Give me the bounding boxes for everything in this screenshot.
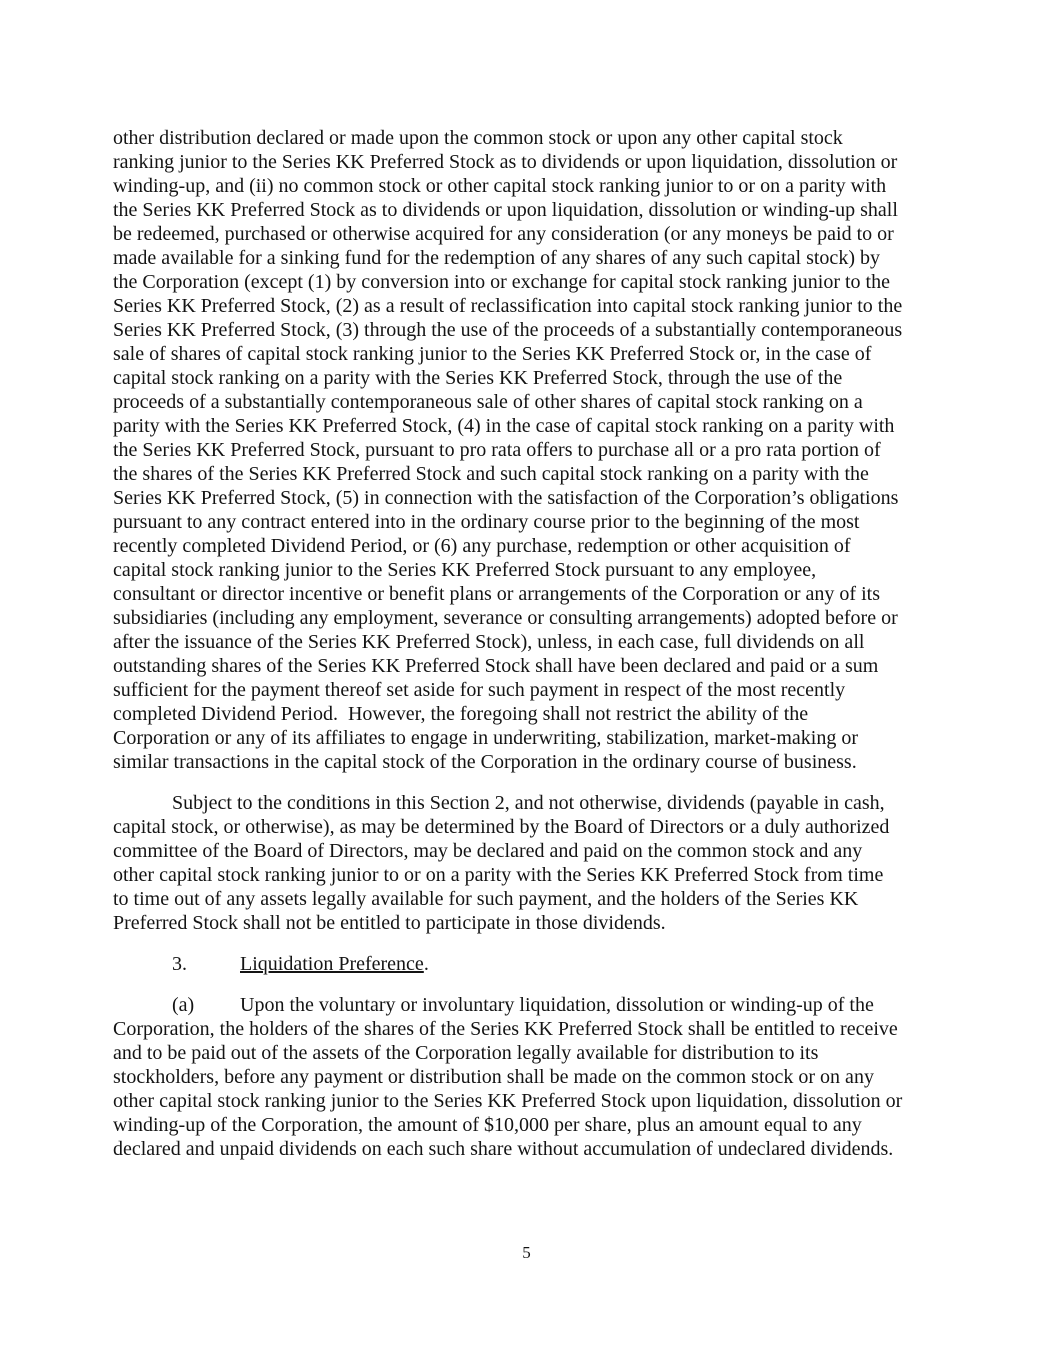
text-line: Series KK Preferred Stock, (2) as a result of reclassification into capital stock ranking junior to the: [113, 295, 903, 317]
page-number: 5: [522, 1243, 531, 1262]
text-line: pursuant to any contract entered into in the ordinary course prior to the beginning of the most: [113, 511, 860, 533]
text-line: committee of the Board of Directors, may be declared and paid on the common stock and any: [113, 840, 863, 862]
text-line: other distribution declared or made upon the common stock or upon any other capital stock: [113, 127, 843, 149]
section-number: 3.: [172, 953, 187, 975]
text-line: winding-up, and (ii) no common stock or other capital stock ranking junior to or on a parity with: [113, 175, 887, 197]
document-body: [113, 126, 958, 1161]
text-line: completed Dividend Period. However, the foregoing shall not restrict the ability of the: [113, 703, 809, 725]
text-line: capital stock ranking on a parity with the Series KK Preferred Stock, through the use of the: [113, 367, 843, 389]
text-line: the Series KK Preferred Stock, pursuant to pro rata offers to purchase all or a pro rata portion of: [113, 439, 881, 461]
section-title: Liquidation Preference: [240, 953, 424, 975]
text-line: similar transactions in the capital stock of the Corporation in the ordinary course of business.: [113, 751, 857, 773]
text-line: capital stock, or otherwise), as may be determined by the Board of Directors or a duly authorized: [113, 816, 890, 838]
text-line: Corporation, the holders of the shares of the Series KK Preferred Stock shall be entitled to receive: [113, 1018, 898, 1040]
text-line: proceeds of a substantially contemporaneous sale of other shares of capital stock ranking on a: [113, 391, 863, 413]
text-line: Subject to the conditions in this Section 2, and not otherwise, dividends (payable in cash,: [172, 792, 885, 814]
text-line: the shares of the Series KK Preferred Stock and such capital stock ranking on a parity with the: [113, 463, 869, 485]
text-line: the Corporation (except (1) by conversion into or exchange for capital stock ranking junior to the: [113, 271, 890, 293]
text-line: outstanding shares of the Series KK Preferred Stock shall have been declared and paid or a sum: [113, 655, 879, 677]
text-line: and to be paid out of the assets of the Corporation legally available for distribution to its: [113, 1042, 819, 1064]
text-line: Series KK Preferred Stock, (3) through the use of the proceeds of a substantially contemporaneous: [113, 319, 903, 341]
section-title-suffix: .: [423, 953, 429, 975]
text-line: be redeemed, purchased or otherwise acquired for any consideration (or any moneys be paid to or: [113, 223, 894, 245]
paragraph-dividends: [113, 791, 958, 935]
paragraph-liquidation-a: [113, 993, 958, 1161]
text-line: the Series KK Preferred Stock as to dividends or upon liquidation, dissolution or winding-up shall: [113, 199, 898, 221]
text-line: ranking junior to the Series KK Preferred Stock as to dividends or upon liquidation, dissolution or: [113, 151, 898, 173]
text-line: after the issuance of the Series KK Preferred Stock), unless, in each case, full dividends on all: [113, 631, 865, 653]
text-line: (a) Upon the voluntary or involuntary liquidation, dissolution or winding-up of the: [172, 994, 874, 1016]
text-line: capital stock ranking junior to the Series KK Preferred Stock pursuant to any employee,: [113, 559, 817, 581]
paragraph-continuation: [113, 126, 958, 774]
text-line: Corporation or any of its affiliates to engage in underwriting, stabilization, market-making or: [113, 727, 858, 749]
text-line: sale of shares of capital stock ranking junior to the Series KK Preferred Stock or, in the case of: [113, 343, 872, 365]
text-line: consultant or director incentive or benefit plans or arrangements of the Corporation or any of its: [113, 583, 880, 605]
paragraph-label: (a): [172, 994, 195, 1016]
text-line: made available for a sinking fund for the redemption of any shares of any such capital stock) by: [113, 247, 880, 269]
text-line: sufficient for the payment thereof set aside for such payment in respect of the most recently: [113, 679, 846, 701]
text-line: stockholders, before any payment or distribution shall be made on the common stock or on any: [113, 1066, 874, 1088]
text-line: Preferred Stock shall not be entitled to participate in those dividends.: [113, 912, 666, 934]
text-line: other capital stock ranking junior to or on a parity with the Series KK Preferred Stock from time: [113, 864, 884, 886]
text-line: other capital stock ranking junior to the Series KK Preferred Stock upon liquidation, dissolution or: [113, 1090, 903, 1112]
text-line: Series KK Preferred Stock, (5) in connection with the satisfaction of the Corporation’s obligations: [113, 487, 899, 509]
text-line: to time out of any assets legally available for such payment, and the holders of the Series KK: [113, 888, 859, 910]
text-line: parity with the Series KK Preferred Stock, (4) in the case of capital stock ranking on a parity with: [113, 415, 895, 437]
section-heading: [113, 952, 958, 976]
text-line: subsidiaries (including any employment, severance or consulting arrangements) adopted before or: [113, 607, 898, 629]
text-line: recently completed Dividend Period, or (6) any purchase, redemption or other acquisition of: [113, 535, 851, 557]
text-line: winding-up of the Corporation, the amount of $10,000 per share, plus an amount equal to any: [113, 1114, 862, 1136]
text-line: declared and unpaid dividends on each such share without accumulation of undeclared dividends.: [113, 1138, 894, 1160]
